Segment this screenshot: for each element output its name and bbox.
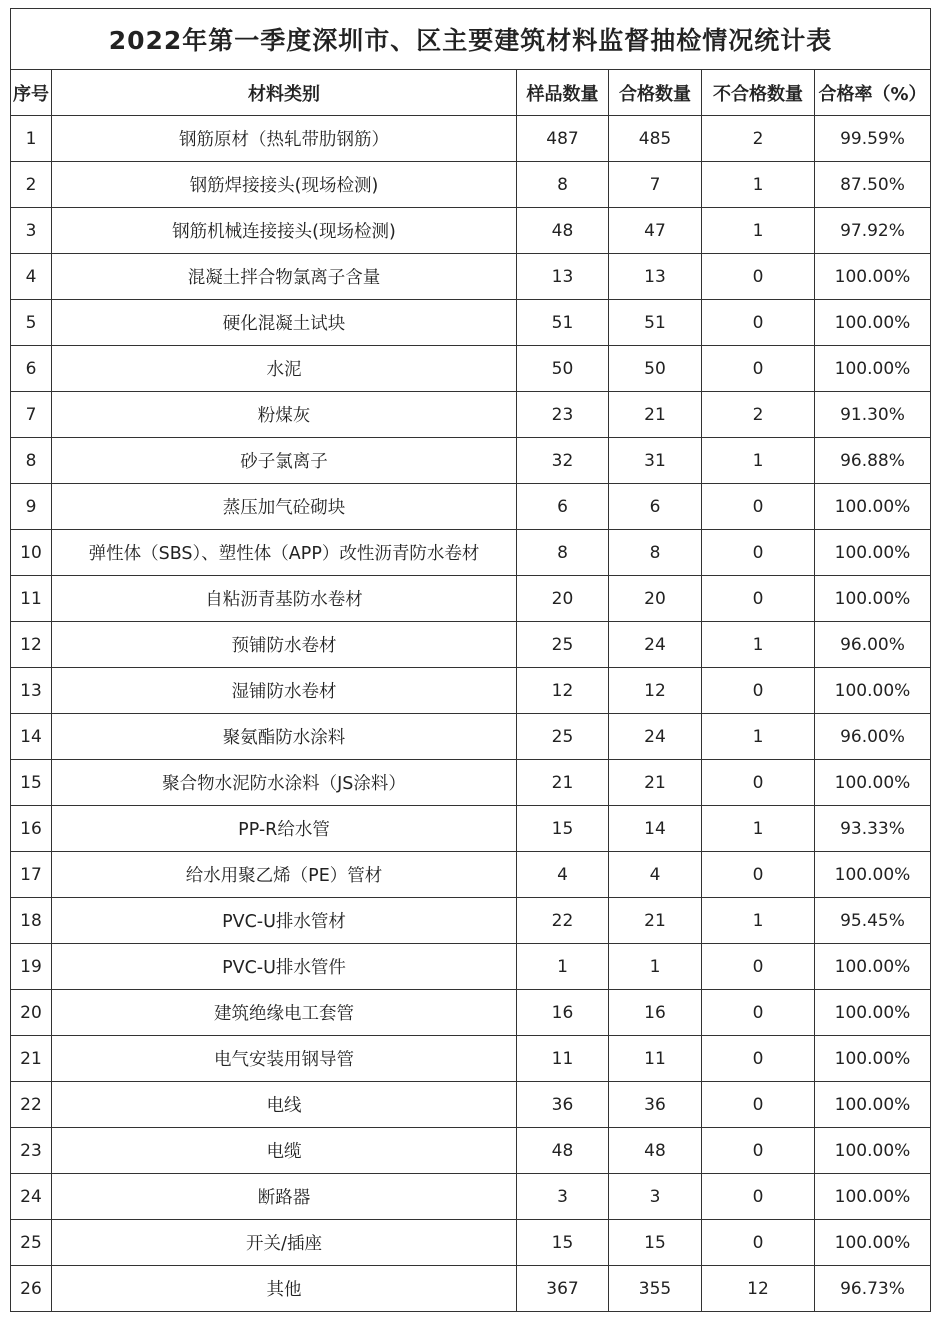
table-row (11, 760, 931, 806)
cell-passed: 36 (609, 1082, 702, 1128)
cell-rate: 100.00% (815, 990, 931, 1036)
cell-passed: 8 (609, 530, 702, 576)
cell-failed: 1 (702, 806, 815, 852)
table-title: 2022年第一季度深圳市、区主要建筑材料监督抽检情况统计表 (11, 9, 931, 70)
cell-material: 水泥 (52, 346, 517, 392)
cell-rate: 100.00% (815, 944, 931, 990)
inspection-statistics-sheet (10, 8, 930, 1312)
cell-rate: 100.00% (815, 1036, 931, 1082)
cell-material: 其他 (52, 1266, 517, 1312)
table-row (11, 990, 931, 1036)
cell-material: 电线 (52, 1082, 517, 1128)
cell-passed: 21 (609, 392, 702, 438)
cell-samples: 8 (517, 530, 609, 576)
cell-no: 13 (11, 668, 52, 714)
cell-samples: 1 (517, 944, 609, 990)
cell-rate: 100.00% (815, 484, 931, 530)
cell-passed: 16 (609, 990, 702, 1036)
cell-no: 18 (11, 898, 52, 944)
cell-rate: 100.00% (815, 852, 931, 898)
cell-material: 钢筋机械连接接头(现场检测) (52, 208, 517, 254)
table-row (11, 622, 931, 668)
cell-no: 2 (11, 162, 52, 208)
table-row (11, 576, 931, 622)
table-row (11, 852, 931, 898)
cell-failed: 1 (702, 898, 815, 944)
header-failed: 不合格数量 (702, 70, 815, 116)
cell-no: 3 (11, 208, 52, 254)
cell-failed: 0 (702, 1082, 815, 1128)
cell-no: 4 (11, 254, 52, 300)
cell-passed: 24 (609, 622, 702, 668)
cell-material: 断路器 (52, 1174, 517, 1220)
cell-passed: 3 (609, 1174, 702, 1220)
cell-failed: 0 (702, 576, 815, 622)
cell-material: 硬化混凝土试块 (52, 300, 517, 346)
cell-samples: 21 (517, 760, 609, 806)
cell-rate: 100.00% (815, 254, 931, 300)
cell-passed: 31 (609, 438, 702, 484)
table-row (11, 1128, 931, 1174)
cell-failed: 0 (702, 484, 815, 530)
cell-passed: 51 (609, 300, 702, 346)
cell-rate: 87.50% (815, 162, 931, 208)
cell-rate: 100.00% (815, 1128, 931, 1174)
cell-no: 5 (11, 300, 52, 346)
cell-samples: 11 (517, 1036, 609, 1082)
cell-material: PVC-U排水管件 (52, 944, 517, 990)
cell-rate: 100.00% (815, 1220, 931, 1266)
table-row (11, 668, 931, 714)
cell-passed: 13 (609, 254, 702, 300)
table-row (11, 1174, 931, 1220)
cell-passed: 14 (609, 806, 702, 852)
header-row (11, 70, 931, 116)
cell-samples: 8 (517, 162, 609, 208)
cell-passed: 21 (609, 760, 702, 806)
cell-rate: 100.00% (815, 300, 931, 346)
cell-material: 钢筋原材（热轧带肋钢筋） (52, 116, 517, 162)
table-row (11, 1082, 931, 1128)
cell-samples: 16 (517, 990, 609, 1036)
table-row (11, 1036, 931, 1082)
cell-passed: 4 (609, 852, 702, 898)
cell-material: 钢筋焊接接头(现场检测) (52, 162, 517, 208)
cell-no: 23 (11, 1128, 52, 1174)
cell-failed: 1 (702, 714, 815, 760)
cell-samples: 32 (517, 438, 609, 484)
cell-failed: 0 (702, 1128, 815, 1174)
inspection-statistics-table (10, 8, 931, 1312)
cell-failed: 0 (702, 254, 815, 300)
cell-material: 电缆 (52, 1128, 517, 1174)
cell-no: 14 (11, 714, 52, 760)
cell-failed: 1 (702, 622, 815, 668)
table-row (11, 806, 931, 852)
cell-no: 7 (11, 392, 52, 438)
cell-passed: 50 (609, 346, 702, 392)
header-rate: 合格率（%） (815, 70, 931, 116)
table-row (11, 1266, 931, 1312)
cell-samples: 15 (517, 806, 609, 852)
cell-samples: 15 (517, 1220, 609, 1266)
cell-passed: 12 (609, 668, 702, 714)
cell-failed: 0 (702, 668, 815, 714)
cell-rate: 100.00% (815, 346, 931, 392)
cell-failed: 1 (702, 438, 815, 484)
cell-passed: 15 (609, 1220, 702, 1266)
cell-failed: 0 (702, 346, 815, 392)
cell-passed: 11 (609, 1036, 702, 1082)
cell-rate: 96.73% (815, 1266, 931, 1312)
cell-rate: 100.00% (815, 1082, 931, 1128)
cell-failed: 12 (702, 1266, 815, 1312)
cell-no: 6 (11, 346, 52, 392)
header-samples: 样品数量 (517, 70, 609, 116)
cell-no: 17 (11, 852, 52, 898)
cell-material: PP-R给水管 (52, 806, 517, 852)
cell-failed: 0 (702, 1174, 815, 1220)
cell-material: 预铺防水卷材 (52, 622, 517, 668)
cell-passed: 7 (609, 162, 702, 208)
cell-material: 蒸压加气砼砌块 (52, 484, 517, 530)
table-row (11, 254, 931, 300)
cell-samples: 367 (517, 1266, 609, 1312)
cell-rate: 93.33% (815, 806, 931, 852)
cell-passed: 1 (609, 944, 702, 990)
table-row (11, 530, 931, 576)
header-passed: 合格数量 (609, 70, 702, 116)
cell-rate: 100.00% (815, 530, 931, 576)
cell-no: 11 (11, 576, 52, 622)
cell-material: 电气安装用钢导管 (52, 1036, 517, 1082)
table-row (11, 300, 931, 346)
table-row (11, 944, 931, 990)
table-row (11, 1220, 931, 1266)
cell-failed: 2 (702, 392, 815, 438)
cell-passed: 355 (609, 1266, 702, 1312)
cell-samples: 23 (517, 392, 609, 438)
cell-material: 砂子氯离子 (52, 438, 517, 484)
cell-failed: 0 (702, 760, 815, 806)
cell-samples: 4 (517, 852, 609, 898)
table-row (11, 116, 931, 162)
cell-samples: 36 (517, 1082, 609, 1128)
cell-samples: 3 (517, 1174, 609, 1220)
cell-samples: 51 (517, 300, 609, 346)
cell-passed: 24 (609, 714, 702, 760)
cell-samples: 20 (517, 576, 609, 622)
cell-no: 19 (11, 944, 52, 990)
table-row (11, 898, 931, 944)
cell-no: 16 (11, 806, 52, 852)
cell-material: 开关/插座 (52, 1220, 517, 1266)
cell-no: 25 (11, 1220, 52, 1266)
cell-material: 聚合物水泥防水涂料（JS涂料） (52, 760, 517, 806)
table-row (11, 714, 931, 760)
cell-failed: 0 (702, 300, 815, 346)
cell-rate: 96.00% (815, 714, 931, 760)
cell-samples: 12 (517, 668, 609, 714)
table-row (11, 484, 931, 530)
cell-passed: 21 (609, 898, 702, 944)
cell-samples: 487 (517, 116, 609, 162)
cell-failed: 1 (702, 208, 815, 254)
table-row (11, 438, 931, 484)
cell-material: 自粘沥青基防水卷材 (52, 576, 517, 622)
table-row (11, 392, 931, 438)
cell-samples: 22 (517, 898, 609, 944)
table-row (11, 162, 931, 208)
cell-rate: 95.45% (815, 898, 931, 944)
cell-failed: 0 (702, 944, 815, 990)
cell-samples: 25 (517, 622, 609, 668)
cell-no: 22 (11, 1082, 52, 1128)
cell-no: 1 (11, 116, 52, 162)
cell-no: 12 (11, 622, 52, 668)
cell-no: 20 (11, 990, 52, 1036)
cell-samples: 50 (517, 346, 609, 392)
cell-material: 粉煤灰 (52, 392, 517, 438)
cell-failed: 2 (702, 116, 815, 162)
cell-rate: 97.92% (815, 208, 931, 254)
cell-no: 21 (11, 1036, 52, 1082)
cell-material: 混凝土拌合物氯离子含量 (52, 254, 517, 300)
header-material: 材料类别 (52, 70, 517, 116)
cell-no: 24 (11, 1174, 52, 1220)
cell-rate: 96.00% (815, 622, 931, 668)
cell-rate: 91.30% (815, 392, 931, 438)
cell-failed: 0 (702, 1220, 815, 1266)
cell-passed: 485 (609, 116, 702, 162)
cell-no: 9 (11, 484, 52, 530)
cell-rate: 100.00% (815, 760, 931, 806)
title-row (11, 9, 931, 70)
cell-passed: 47 (609, 208, 702, 254)
cell-material: 湿铺防水卷材 (52, 668, 517, 714)
cell-material: 给水用聚乙烯（PE）管材 (52, 852, 517, 898)
table-row (11, 208, 931, 254)
cell-no: 8 (11, 438, 52, 484)
cell-rate: 100.00% (815, 1174, 931, 1220)
cell-failed: 1 (702, 162, 815, 208)
table-body (11, 116, 931, 1312)
cell-samples: 25 (517, 714, 609, 760)
cell-material: 建筑绝缘电工套管 (52, 990, 517, 1036)
cell-failed: 0 (702, 530, 815, 576)
table-row (11, 346, 931, 392)
cell-passed: 20 (609, 576, 702, 622)
cell-material: 弹性体（SBS）、塑性体（APP）改性沥青防水卷材 (52, 530, 517, 576)
cell-rate: 99.59% (815, 116, 931, 162)
cell-samples: 6 (517, 484, 609, 530)
cell-rate: 100.00% (815, 668, 931, 714)
cell-failed: 0 (702, 990, 815, 1036)
cell-material: 聚氨酯防水涂料 (52, 714, 517, 760)
cell-no: 15 (11, 760, 52, 806)
cell-failed: 0 (702, 1036, 815, 1082)
header-no: 序号 (11, 70, 52, 116)
cell-failed: 0 (702, 852, 815, 898)
cell-samples: 13 (517, 254, 609, 300)
cell-material: PVC-U排水管材 (52, 898, 517, 944)
cell-passed: 6 (609, 484, 702, 530)
cell-samples: 48 (517, 208, 609, 254)
cell-no: 10 (11, 530, 52, 576)
cell-samples: 48 (517, 1128, 609, 1174)
cell-passed: 48 (609, 1128, 702, 1174)
cell-rate: 100.00% (815, 576, 931, 622)
cell-rate: 96.88% (815, 438, 931, 484)
cell-no: 26 (11, 1266, 52, 1312)
